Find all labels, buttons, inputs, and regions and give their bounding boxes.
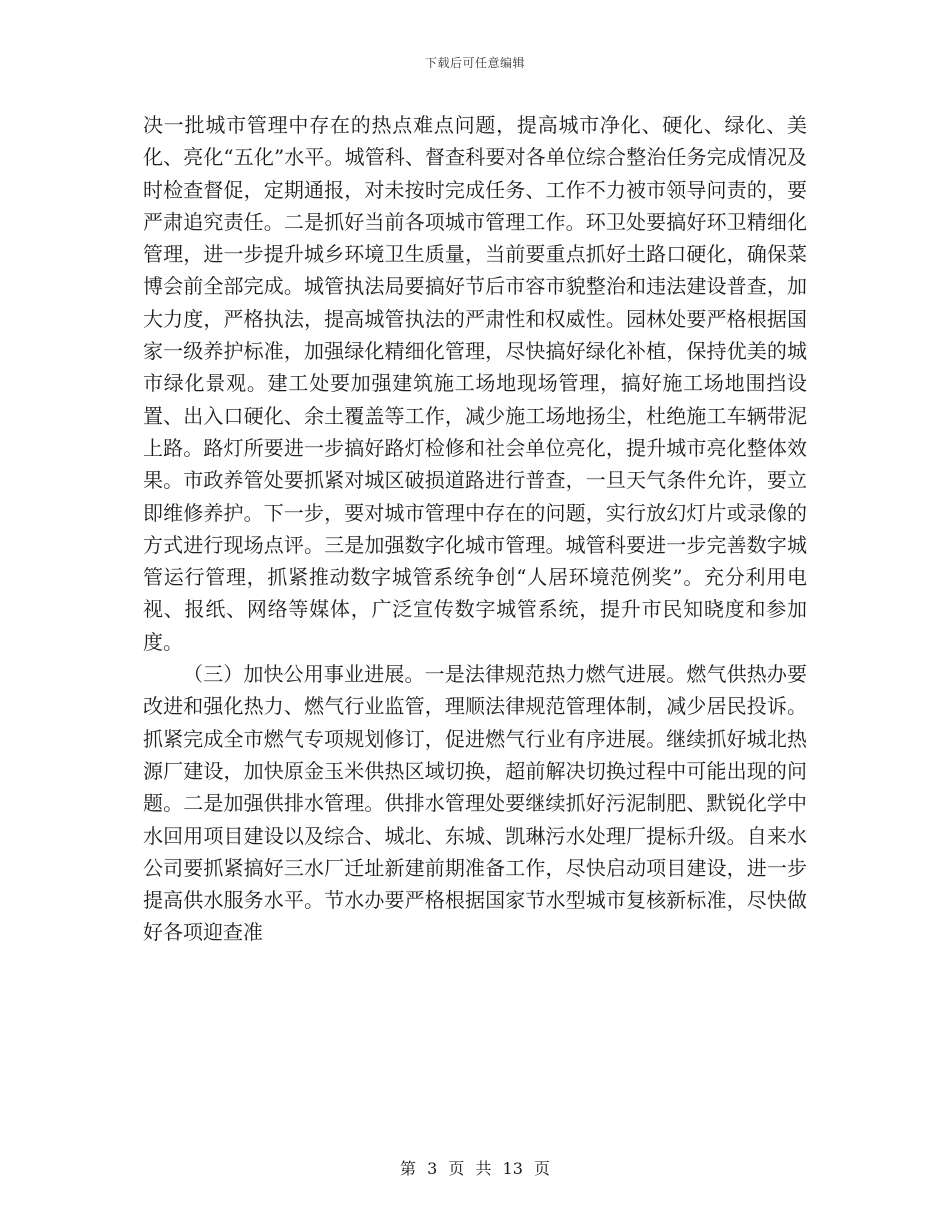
paragraph-1: 决一批城市管理中存在的热点难点问题，提高城市净化、硬化、绿化、美化、亮化“五化”水平。城管科、督查科要对各单位综合整治任务完成情况及时检查督促，定期通报，对未按时完成任务、工作不力被市领导问责的，要严肃追究责任。二是抓好当前各项城市管理工作。环卫处要搞好环卫精细化管理，进一步提升城乡环境卫生质量，当前要重点抓好土路口硬化，确保菜博会前全部完成。城管执法局要搞好节后市容市貌整治和违法建设普查，加大力度，严格执法，提高城管执法的严肃性和权威性。园林处要严格根据国家一级养护标准，加强绿化精细化管理，尽快搞好绿化补植，保持优美的城市绿化景观。建工处要加强建筑施工场地现场管理，搞好施工场地围挡设置、出入口硬化、余土覆盖等工作，减少施工场地扬尘，杜绝施工车辆带泥上路。路灯所要进一步搞好路灯检修和社会单位亮化，提升城市亮化整体效果。市政养管处要抓紧对城区破损道路进行普查，一旦天气条件允许，要立即维修养护。下一步，要对城市管理中存在的问题，实行放幻灯片或录像的方式进行现场点评。三是加强数字化城市管理。城管科要进一步完善数字城管运行管理，抓紧推动数字城管系统争创“人居环境范例奖”。充分利用电视、报纸、网络等媒体，广泛宣传数字城管系统，提升市民知晓度和参加度。 [143, 113, 807, 654]
paragraph-2: （三）加快公用事业进展。一是法律规范热力燃气进展。燃气供热办要改进和强化热力、燃气行业监管，理顺法律规范管理体制，减少居民投诉。抓紧完成全市燃气专项规划修订，促进燃气行业有序进展。继续抓好城北热源厂建设，加快原金玉米供热区域切换，超前解决切换过程中可能出现的问题。二是加强供排水管理。供排水管理处要继续抓好污泥制肥、默锐化学中水回用项目建设以及综合、城北、东城、凯琳污水处理厂提标升级。自来水公司要抓紧搞好三水厂迁址新建前期准备工作，尽快启动项目建设，进一步提高供水服务水平。节水办要严格根据国家节水型城市复核新标准，尽快做好各项迎查准 [143, 662, 807, 945]
body-text [143, 109, 807, 949]
page-number: 第 3 页 共 13 页 [400, 1159, 550, 1178]
header-note: 下载后可任意编辑 [424, 56, 525, 70]
